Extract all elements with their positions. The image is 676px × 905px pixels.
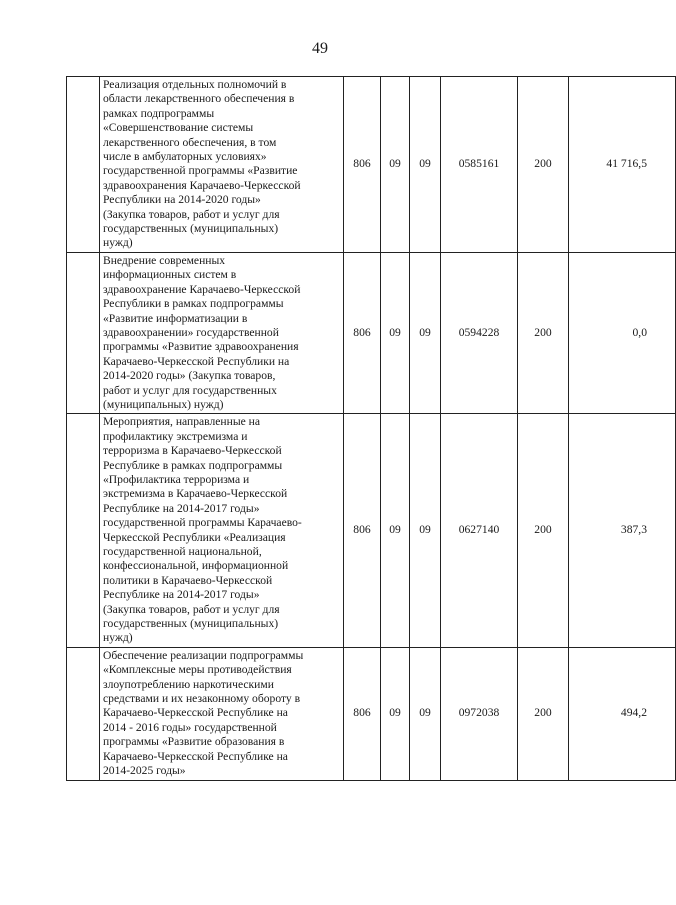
item-name: Реализация отдельных полномочий в области лекарственного обеспечения в рамках подпрограммы «Совершенствование системы лекарственного обеспечения, в том числе в амбулаторных условиях» государственной программы «Развитие здравоохранения Карачаево-Черкесской Республики на 2014-2020 годы» (Закупка товаров, работ и услуг для государственных (муниципальных) нужд) [103,78,301,250]
expense-type-cell: 200 [518,252,569,413]
grbs-cell: 806 [344,77,381,253]
amount-cell: 0,0 [569,252,676,413]
expense-type-cell: 200 [518,414,569,648]
item-name: Мероприятия, направленные на профилактику экстремизма и терроризма в Карачаево-Черкесской Республике в рамках подпрограммы «Профилактика терроризма и экстремизма в Карачаево-Черкесской Республике на 2014-2017 годы» государственной программы Карачаево- Черкесской Республики «Реализация государственной национальной, конфессиональной, информационной политики в Карачаево-Черкесской Республике на 2014-2017 годы» (Закупка товаров, работ и услуг для государственных (муниципальных) нужд) [103,415,302,645]
target-article-cell: 0972038 [441,647,518,780]
table-row [67,77,676,253]
expense-type-cell: 200 [518,647,569,780]
table-row [67,414,676,648]
subsection-cell: 09 [410,77,441,253]
row-number-cell [67,647,100,780]
row-number-cell [67,252,100,413]
item-name-cell [100,77,344,253]
table-row [67,252,676,413]
target-article-cell: 0627140 [441,414,518,648]
target-article-cell: 0585161 [441,77,518,253]
section-cell: 09 [381,252,410,413]
target-article-cell: 0594228 [441,252,518,413]
amount-cell: 41 716,5 [569,77,676,253]
row-number-cell [67,414,100,648]
grbs-cell: 806 [344,414,381,648]
budget-table [66,76,676,781]
grbs-cell: 806 [344,252,381,413]
item-name: Обеспечение реализации подпрограммы «Комплексные меры противодействия злоупотреблению наркотическими средствами и их незаконному обороту в Карачаево-Черкесской Республике на 2014 - 2016 годы» государственной программы «Развитие образования в Карачаево-Черкесской Республике на 2014-2025 годы» [103,648,304,778]
page-number: 49 [312,40,328,57]
item-name-cell [100,414,344,648]
expense-type-cell: 200 [518,77,569,253]
section-cell: 09 [381,647,410,780]
subsection-cell: 09 [410,647,441,780]
grbs-cell: 806 [344,647,381,780]
item-name: Внедрение современных информационных систем в здравоохранение Карачаево-Черкесской Республики в рамках подпрограммы «Развитие информатизации в здравоохранении» государственной программы «Развитие здравоохранения Карачаево-Черкесской Республики на 2014-2020 годы» (Закупка товаров, работ и услуг для государственных (муниципальных) нужд) [103,253,301,411]
amount-cell: 387,3 [569,414,676,648]
subsection-cell: 09 [410,252,441,413]
amount-cell: 494,2 [569,647,676,780]
section-cell: 09 [381,414,410,648]
row-number-cell [67,77,100,253]
section-cell: 09 [381,77,410,253]
item-name-cell [100,252,344,413]
item-name-cell [100,647,344,780]
table-row [67,647,676,780]
subsection-cell: 09 [410,414,441,648]
